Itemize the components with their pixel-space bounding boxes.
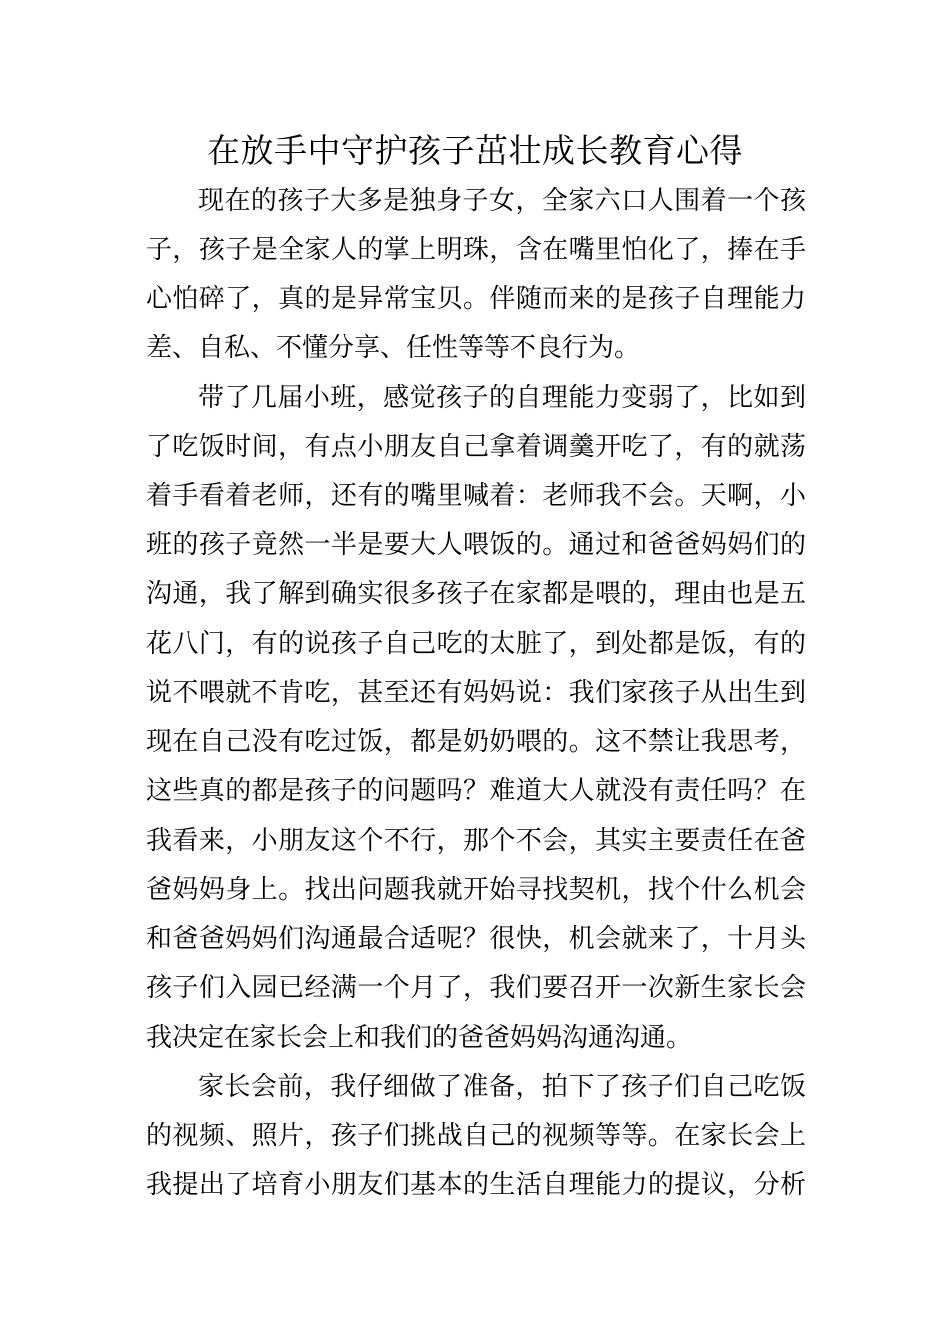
- paragraph-3-line-3: 我提出了培育小朋友们基本的生活自理能力的提议，分析: [146, 1170, 806, 1200]
- paragraph-1-line-2: 子，孩子是全家人的掌上明珠，含在嘴里怕化了，捧在手: [146, 235, 806, 265]
- paragraph-2-line-2: 了吃饭时间，有点小朋友自己拿着调羹开吃了，有的就荡: [146, 432, 806, 462]
- paragraph-3-line-1: 家长会前，我仔细做了准备，拍下了孩子们自己吃饭: [198, 1072, 806, 1102]
- paragraph-2-line-7: 说不喂就不肯吃，甚至还有妈妈说：我们家孩子从出生到: [146, 678, 806, 708]
- paragraph-2-line-1: 带了几届小班，感觉孩子的自理能力变弱了，比如到: [198, 383, 806, 413]
- paragraph-2-line-4: 班的孩子竟然一半是要大人喂饭的。通过和爸爸妈妈们的: [146, 530, 806, 560]
- paragraph-2-line-9: 这些真的都是孩子的问题吗？难道大人就没有责任吗？在: [146, 776, 806, 806]
- paragraph-2-line-11: 爸妈妈身上。找出问题我就开始寻找契机，找个什么机会: [146, 875, 806, 905]
- paragraph-3-line-2: 的视频、照片，孩子们挑战自己的视频等等。在家长会上: [146, 1121, 806, 1151]
- paragraph-2-line-13: 孩子们入园已经满一个月了，我们要召开一次新生家长会: [146, 973, 806, 1003]
- paragraph-2-line-14: 我决定在家长会上和我们的爸爸妈妈沟通沟通。: [146, 1023, 693, 1053]
- paragraph-2-line-5: 沟通，我了解到确实很多孩子在家都是喂的，理由也是五: [146, 579, 806, 609]
- paragraph-1-line-3: 心怕碎了，真的是异常宝贝。伴随而来的是孩子自理能力: [146, 284, 806, 314]
- document-title: 在放手中守护孩子茁壮成长教育心得: [207, 131, 743, 170]
- paragraph-2-line-8: 现在自己没有吃过饭，都是奶奶喂的。这不禁让我思考，: [146, 727, 806, 757]
- paragraph-2-line-12: 和爸爸妈妈们沟通最合适呢？很快，机会就来了，十月头: [146, 924, 806, 954]
- paragraph-1-line-1: 现在的孩子大多是独身子女，全家六口人围着一个孩: [198, 186, 806, 216]
- paragraph-2-line-6: 花八门，有的说孩子自己吃的太脏了，到处都是饭，有的: [146, 629, 806, 659]
- paragraph-1-line-4: 差、自私、不懂分享、任性等等不良行为。: [146, 333, 641, 363]
- paragraph-2-line-3: 着手看着老师，还有的嘴里喊着：老师我不会。天啊，小: [146, 481, 806, 511]
- paragraph-2-line-10: 我看来，小朋友这个不行，那个不会，其实主要责任在爸: [146, 826, 806, 856]
